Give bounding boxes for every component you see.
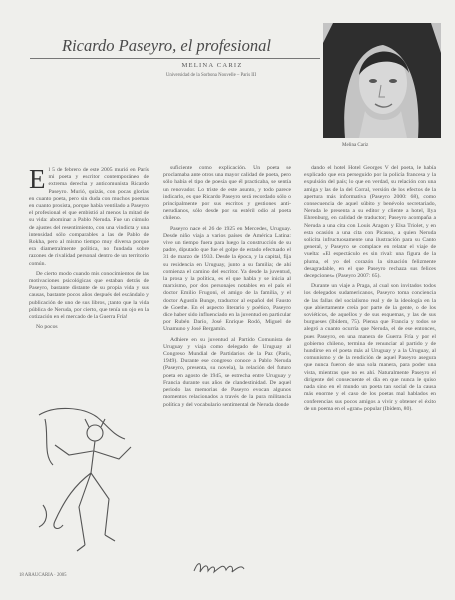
devil-illustration: [25, 395, 145, 560]
paragraph: No pocos: [36, 324, 58, 331]
paragraph: De cierto modo cuando mis conocimientos de las motivaciones psicológicas que estaban detrás de Paseyro, bastante distante de su propia vida y sus causas, bastante pocos años después del escándalo y publicación de uno de sus libros, ¡tanto que la vida pública de Neruda, por cierto, que tenía un ojo en la cotización en el mercado de la Guerra Fría!: [29, 270, 149, 321]
paragraph: El 5 de febrero de este 2005 murió en París mi poeta y escritor contemporáneo de extrema derecha y anticomunista Ricardo Paseyro. Murió, quizás, con pocas glorias en cuanto poeta, pero sin duda con muchos poemas en cuanto prosista, porque había ventilado a Paseyro el profesional el que embistió al menos la mitad de su vida: abominar a Pablo Neruda. Fue un cúmulo de ajustes del resentimiento, con una vindicta y una intensidad sólo comparables a las de Pablo de Rokha, pero al mismo tiempo muy diversa porque era diametralmente política, no fundada sobre razones de rivalidad personal dentro de un territorio común.: [29, 164, 149, 267]
paragraph: suficiente como explicación. Un poeta se proclamaba ante otros una mayor calidad de poeta, pero sólo había el tipo de poesía que él practicaba, se sentía un renovador. Lo triste de este asunto, y todo parece indicarlo, es que Ricardo Paseyro será recordado sólo o principalmente por sus escritos y gestiones anti-nerudianos, sólo desde por su estéril odio al poeta chileno.: [163, 165, 291, 222]
text-column-2: [163, 165, 291, 412]
title-rule: [30, 58, 320, 59]
photo-caption: Melina Cariz: [342, 143, 369, 148]
author-name: MELINA CARIZ: [181, 62, 243, 69]
text-column-3: [304, 165, 436, 416]
handwritten-signature: [190, 557, 248, 577]
paragraph: Durante un viaje a Praga, al cual son invitados todos los delegados sudamericanos, Paseyro toma conciencia de las fallas del socialismo real y de la ideología en la que abiertamente creía por parte de la gente, o de los soviéticos, de aquellos y de sus esquemas, y las de sus burgueses (Ibídem, 75). Piensa que Francia y todos se alegró a cuanto ocurría que Neruda, el de ese entonces, pues Paseyro, en una manera de Guerra Fría y por el gobierno chileno, termina de renunciar al partido y de hundirse en el poeta más al Uruguay y a la Uruguay, al comunismo y de la rendición de aquel Paseyro asegura que nunca fueron de una sola manera, para poder una vista, mientras que no es ahí. Naturalmente Paseyro el dirigente del consecuente el día en que nunca le quiso nada sino en el mundo un poeta tan social de la causa más enorme y el caso de los poetas mal hablados en conferencias sus pocos amigos a vivir y obtener el éxito de un poema en el «gran» popular (Ibídem, 80).: [304, 283, 436, 412]
page-footer: 18 ARAUCARIA · 2005: [19, 573, 67, 578]
text-column-1: [29, 164, 149, 334]
paragraph: Adhiere en su juventud al Partido Comunista de Uruguay y viaja como delegado de Uruguay al Congreso Mundial de Partidarios de la Paz (París, 1949). Durante ese congreso conoce a Pablo Neruda (Paseyro, presenta, su novela), la relación del futuro poeta en agosto de 1945, se estrecha entre Uruguay y Francia durante sus años de clandestinidad. De aquel periodo las memorias de Paseyro evocan algunos momentos relacionados a través de la pura militancia política y del vocabulario sentimental de Neruda donde: [163, 336, 291, 408]
paragraph: dando el hotel Hotel Georges V del poeta, le había explicado que era perseguido por la policía francesa y la expulsión del país; lo que en verdad, su relación con una amiga y las de la del Corral, versión de los efectos de la apertura más informativa (Paseyro 2000: 68), como consecuencia de aquel súbito y benévolo secretariado, Neruda le presenta a su editor y cliente a hotel, Ilya Ehrenburg, en calidad de traductor; Paseyro acompaña a Neruda a una cita con Louis Aragon y Elsa Triolet, y en esta ocasión a una cita con Picasso, a quien Neruda solicita infructuosamente una ilustración para su Canto general, y Paseyro se complace en relatar el viaje de vuelta: «El espectáculo es sin rival: una figura de la pluma, el yo del corazón la situación felizmente desagradable, en el que Paseyro rechaza sus felices decepciones» (Paseyro 2007: 65).: [304, 165, 436, 280]
drop-cap: E: [29, 164, 46, 194]
paragraph: Paseyro nace el 26 de 1925 en Mercedes, Uruguay. Desde niño viaja a varios países de América Latina: vive un tiempo fuera para luego la construcción de su padre, diputado que fue el golpe de estado efectuado el 31 de marzo de 1933. Desde la época, y la capital, fija su residencia en Uruguay, junto a su familia; de ahí comienza el camino del escritor. Ya desde la juventud, la prosa y la política, es el que habla y se inicia al marxismo, por dos personajes notables en el país el doctor Emilio Frugoni, el amigo de la familia, y el doctor Agustín Bunge, traductor al español del Fausto de Goethe. En el aspecto literario y poético, Paseyro dice haber sido influenciado en la juventud en particular por Rubén Darío, José Enrique Rodó, Miguel de Unamuno y José Bergamín.: [163, 225, 291, 333]
article-title: Ricardo Paseyro, el profesional: [62, 36, 271, 55]
author-affiliation: Universidad de la Sorbona Nouvelle – Paris III: [165, 73, 257, 78]
author-photo: [323, 23, 441, 138]
